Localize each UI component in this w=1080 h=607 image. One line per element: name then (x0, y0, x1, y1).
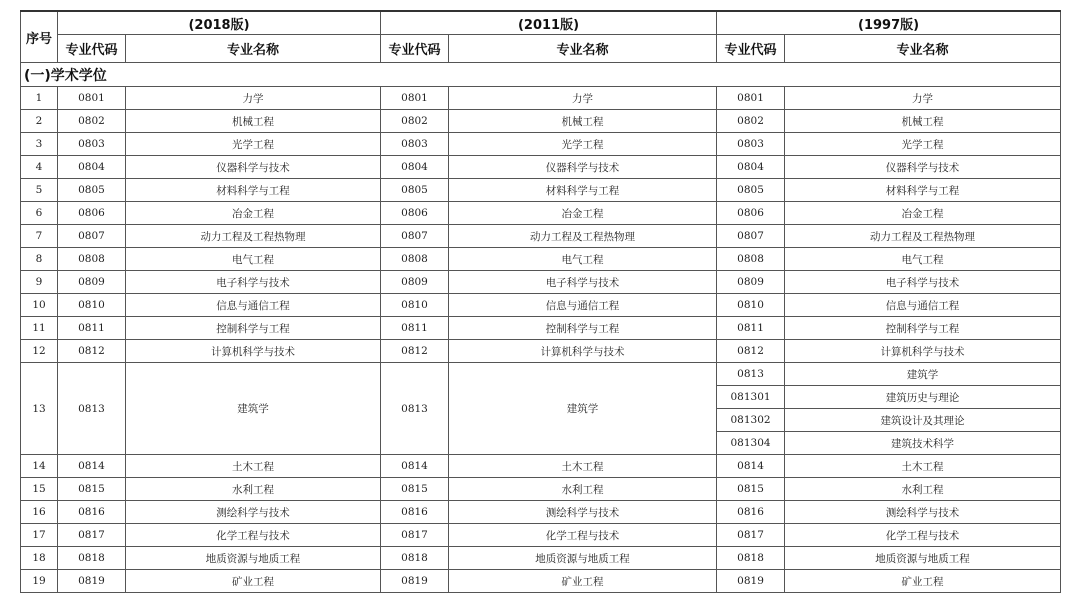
table-row (21, 133, 1061, 156)
major-code-table (20, 10, 1061, 593)
name-cell-1997: 矿业工程 (785, 570, 1061, 593)
code-cell-1997: 081301 (717, 386, 785, 409)
table-row (21, 202, 1061, 225)
code-cell-2011: 0806 (381, 202, 449, 225)
code-cell-1997: 0805 (717, 179, 785, 202)
name-cell-2018: 电气工程 (126, 248, 381, 271)
code-cell-1997: 0802 (717, 110, 785, 133)
code-cell-2018: 0802 (58, 110, 126, 133)
name-cell-2011: 材料科学与工程 (449, 179, 717, 202)
code-cell-2018: 0816 (58, 501, 126, 524)
seq-cell: 4 (21, 156, 58, 179)
header-row-editions (21, 11, 1061, 35)
name-cell-1997: 信息与通信工程 (785, 294, 1061, 317)
code-cell-1997: 081304 (717, 432, 785, 455)
name-cell-1997: 地质资源与地质工程 (785, 547, 1061, 570)
name-header-2011: 专业名称 (449, 35, 717, 63)
code-cell-2011: 0814 (381, 455, 449, 478)
name-cell-2018: 地质资源与地质工程 (126, 547, 381, 570)
name-cell-1997: 仪器科学与技术 (785, 156, 1061, 179)
code-cell-1997: 0814 (717, 455, 785, 478)
name-cell-1997: 电子科学与技术 (785, 271, 1061, 294)
name-cell-2018: 建筑学 (126, 363, 381, 455)
code-cell-1997: 081302 (717, 409, 785, 432)
code-cell-1997: 0801 (717, 87, 785, 110)
name-header-2018: 专业名称 (126, 35, 381, 63)
table-container (20, 10, 1060, 593)
name-cell-1997: 计算机科学与技术 (785, 340, 1061, 363)
table-row (21, 110, 1061, 133)
code-cell-2018: 0806 (58, 202, 126, 225)
code-cell-1997: 0815 (717, 478, 785, 501)
table-row (21, 294, 1061, 317)
code-cell-1997: 0812 (717, 340, 785, 363)
seq-cell: 6 (21, 202, 58, 225)
name-cell-2018: 机械工程 (126, 110, 381, 133)
name-cell-2011: 仪器科学与技术 (449, 156, 717, 179)
table-row (21, 156, 1061, 179)
code-cell-2018: 0808 (58, 248, 126, 271)
name-cell-1997: 建筑历史与理论 (785, 386, 1061, 409)
code-cell-1997: 0818 (717, 547, 785, 570)
seq-cell: 5 (21, 179, 58, 202)
name-cell-1997: 化学工程与技术 (785, 524, 1061, 547)
name-cell-1997: 土木工程 (785, 455, 1061, 478)
name-cell-1997: 冶金工程 (785, 202, 1061, 225)
code-header-1997: 专业代码 (717, 35, 785, 63)
seq-cell: 19 (21, 570, 58, 593)
seq-cell: 11 (21, 317, 58, 340)
name-cell-1997: 力学 (785, 87, 1061, 110)
seq-cell: 14 (21, 455, 58, 478)
code-header-2011: 专业代码 (381, 35, 449, 63)
name-cell-2018: 材料科学与工程 (126, 179, 381, 202)
code-cell-2018: 0813 (58, 363, 126, 455)
code-cell-2018: 0815 (58, 478, 126, 501)
name-cell-2011: 矿业工程 (449, 570, 717, 593)
name-cell-2018: 土木工程 (126, 455, 381, 478)
code-cell-2018: 0805 (58, 179, 126, 202)
table-row (21, 501, 1061, 524)
seq-cell: 12 (21, 340, 58, 363)
table-row (21, 340, 1061, 363)
code-cell-2018: 0819 (58, 570, 126, 593)
table-row (21, 225, 1061, 248)
code-cell-2018: 0811 (58, 317, 126, 340)
name-cell-2011: 电气工程 (449, 248, 717, 271)
edition-2018-header: (2018版) (58, 11, 381, 35)
name-cell-2018: 力学 (126, 87, 381, 110)
code-cell-2011: 0817 (381, 524, 449, 547)
code-cell-2018: 0809 (58, 271, 126, 294)
code-cell-1997: 0803 (717, 133, 785, 156)
name-cell-2011: 化学工程与技术 (449, 524, 717, 547)
table-row (21, 570, 1061, 593)
name-cell-1997: 动力工程及工程热物理 (785, 225, 1061, 248)
name-cell-2011: 计算机科学与技术 (449, 340, 717, 363)
seq-cell: 2 (21, 110, 58, 133)
table-row (21, 248, 1061, 271)
code-cell-2011: 0801 (381, 87, 449, 110)
table-row (21, 179, 1061, 202)
name-cell-2011: 动力工程及工程热物理 (449, 225, 717, 248)
code-cell-1997: 0816 (717, 501, 785, 524)
table-row (21, 87, 1061, 110)
seq-cell: 16 (21, 501, 58, 524)
name-cell-1997: 建筑设计及其理论 (785, 409, 1061, 432)
code-cell-1997: 0817 (717, 524, 785, 547)
code-cell-2018: 0810 (58, 294, 126, 317)
code-cell-2018: 0812 (58, 340, 126, 363)
table-row (21, 524, 1061, 547)
name-cell-2018: 仪器科学与技术 (126, 156, 381, 179)
code-cell-2018: 0817 (58, 524, 126, 547)
table-row (21, 271, 1061, 294)
code-cell-1997: 0811 (717, 317, 785, 340)
seq-header: 序号 (21, 11, 58, 63)
code-cell-2011: 0808 (381, 248, 449, 271)
header-row-columns (21, 35, 1061, 63)
name-cell-1997: 建筑技术科学 (785, 432, 1061, 455)
code-cell-2011: 0812 (381, 340, 449, 363)
name-cell-1997: 测绘科学与技术 (785, 501, 1061, 524)
name-cell-2011: 土木工程 (449, 455, 717, 478)
name-cell-2011: 信息与通信工程 (449, 294, 717, 317)
table-row (21, 478, 1061, 501)
name-cell-2011: 控制科学与工程 (449, 317, 717, 340)
section-title: (一)学术学位 (21, 63, 1061, 87)
name-cell-2011: 力学 (449, 87, 717, 110)
name-cell-2018: 水利工程 (126, 478, 381, 501)
code-cell-1997: 0804 (717, 156, 785, 179)
code-cell-1997: 0806 (717, 202, 785, 225)
name-cell-2011: 电子科学与技术 (449, 271, 717, 294)
table-row (21, 317, 1061, 340)
code-cell-2018: 0804 (58, 156, 126, 179)
name-cell-1997: 光学工程 (785, 133, 1061, 156)
seq-cell: 1 (21, 87, 58, 110)
name-cell-2018: 光学工程 (126, 133, 381, 156)
section-row (21, 63, 1061, 87)
code-header-2018: 专业代码 (58, 35, 126, 63)
code-cell-2011: 0809 (381, 271, 449, 294)
table-row (21, 363, 1061, 386)
name-cell-2018: 计算机科学与技术 (126, 340, 381, 363)
code-cell-1997: 0810 (717, 294, 785, 317)
code-cell-2011: 0811 (381, 317, 449, 340)
code-cell-2011: 0805 (381, 179, 449, 202)
name-cell-2011: 水利工程 (449, 478, 717, 501)
edition-1997-header: (1997版) (717, 11, 1061, 35)
code-cell-2018: 0801 (58, 87, 126, 110)
table-row (21, 547, 1061, 570)
name-cell-2011: 地质资源与地质工程 (449, 547, 717, 570)
seq-cell: 7 (21, 225, 58, 248)
seq-cell: 3 (21, 133, 58, 156)
name-cell-2011: 机械工程 (449, 110, 717, 133)
name-cell-2018: 动力工程及工程热物理 (126, 225, 381, 248)
name-cell-2011: 测绘科学与技术 (449, 501, 717, 524)
code-cell-2018: 0814 (58, 455, 126, 478)
seq-cell: 9 (21, 271, 58, 294)
name-cell-1997: 材料科学与工程 (785, 179, 1061, 202)
code-cell-2011: 0810 (381, 294, 449, 317)
name-cell-2018: 测绘科学与技术 (126, 501, 381, 524)
code-cell-2011: 0818 (381, 547, 449, 570)
name-cell-1997: 电气工程 (785, 248, 1061, 271)
name-cell-1997: 建筑学 (785, 363, 1061, 386)
seq-cell: 13 (21, 363, 58, 455)
code-cell-1997: 0809 (717, 271, 785, 294)
name-cell-2018: 电子科学与技术 (126, 271, 381, 294)
code-cell-1997: 0813 (717, 363, 785, 386)
code-cell-1997: 0807 (717, 225, 785, 248)
seq-cell: 18 (21, 547, 58, 570)
name-cell-2018: 化学工程与技术 (126, 524, 381, 547)
code-cell-2011: 0803 (381, 133, 449, 156)
seq-cell: 15 (21, 478, 58, 501)
code-cell-1997: 0808 (717, 248, 785, 271)
seq-cell: 8 (21, 248, 58, 271)
code-cell-2011: 0802 (381, 110, 449, 133)
name-cell-1997: 控制科学与工程 (785, 317, 1061, 340)
name-cell-1997: 机械工程 (785, 110, 1061, 133)
table-body (21, 63, 1061, 593)
name-cell-2018: 矿业工程 (126, 570, 381, 593)
name-cell-2018: 冶金工程 (126, 202, 381, 225)
code-cell-2011: 0819 (381, 570, 449, 593)
code-cell-2018: 0807 (58, 225, 126, 248)
name-cell-2011: 冶金工程 (449, 202, 717, 225)
name-cell-2018: 信息与通信工程 (126, 294, 381, 317)
code-cell-2011: 0815 (381, 478, 449, 501)
name-cell-2018: 控制科学与工程 (126, 317, 381, 340)
name-header-1997: 专业名称 (785, 35, 1061, 63)
name-cell-1997: 水利工程 (785, 478, 1061, 501)
seq-cell: 10 (21, 294, 58, 317)
code-cell-2011: 0807 (381, 225, 449, 248)
code-cell-2018: 0803 (58, 133, 126, 156)
code-cell-2011: 0804 (381, 156, 449, 179)
code-cell-2011: 0813 (381, 363, 449, 455)
code-cell-1997: 0819 (717, 570, 785, 593)
name-cell-2011: 建筑学 (449, 363, 717, 455)
name-cell-2011: 光学工程 (449, 133, 717, 156)
code-cell-2018: 0818 (58, 547, 126, 570)
seq-cell: 17 (21, 524, 58, 547)
table-row (21, 455, 1061, 478)
edition-2011-header: (2011版) (381, 11, 717, 35)
code-cell-2011: 0816 (381, 501, 449, 524)
